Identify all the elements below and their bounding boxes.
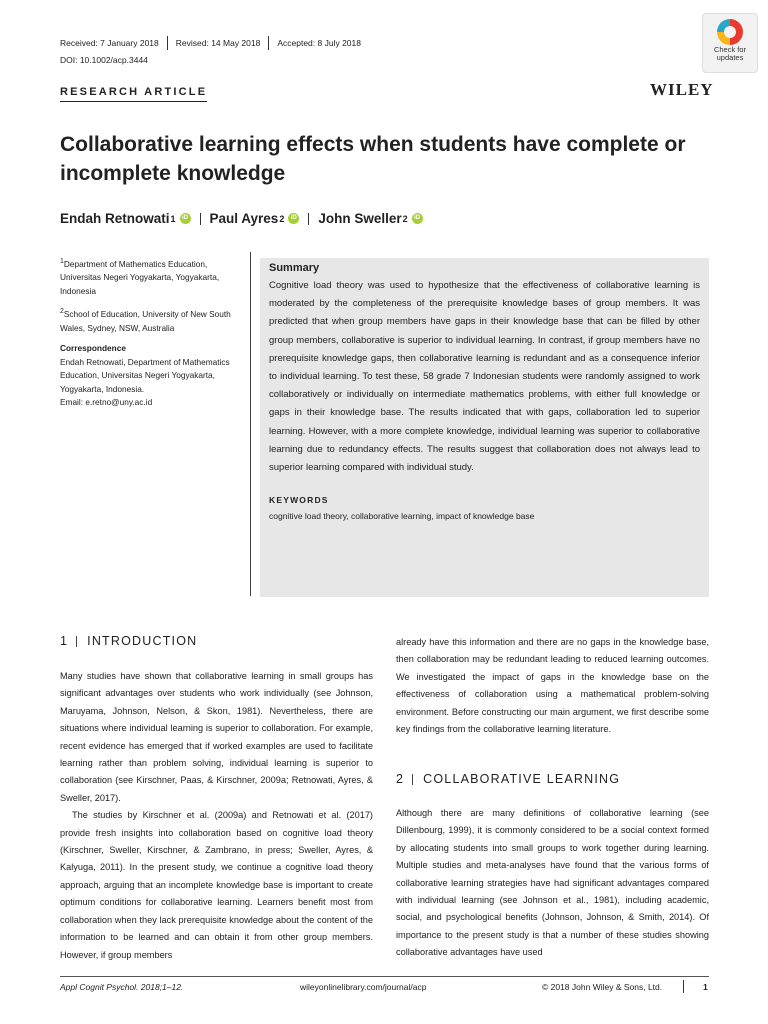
keywords-heading: KEYWORDS	[269, 495, 329, 506]
correspondence-text: Endah Retnowati, Department of Mathematics Education, Universitas Negeri Yogyakarta, Yogyakarta, Indonesia.	[60, 356, 230, 394]
author-name: Paul Ayres	[209, 211, 279, 226]
check-for-updates-button[interactable]	[702, 13, 758, 73]
summary-body: Cognitive load theory was used to hypothesize that the effectiveness of collaborative learning is moderated by the completeness of the prerequisite knowledge bases of group members. It was predicted that when group members have gaps in their knowledge base that can be filled by other group members, collaborative is superior to individual learning. In contrast, if group members have no prerequisite knowledge gaps, then collaborative learning is redundant and as a consequence inferior to individual learning. To test these, 58 grade 7 Indonesian students were randomly assigned to work collaboratively or individually on intermediate mathematics problems, with either full knowledge or gaps in their knowledge base. The results indicated that with gaps, collaboration led to superior learning. However, with a more complete knowledge, individual learning was superior to collaborative learning due to redundancy effects. The results suggest that collaboration does not always lead to superior learning compared with individual study.	[269, 280, 700, 474]
right-column-text-top	[396, 634, 709, 738]
author-1[interactable]	[60, 211, 191, 226]
author-separator	[308, 213, 309, 225]
left-column-text	[60, 668, 373, 964]
doi[interactable]: DOI: 10.1002/acp.3444	[60, 55, 148, 65]
author-affil-sup: 1	[170, 213, 176, 224]
affil-sup: 2	[60, 308, 64, 316]
footer-rule	[60, 976, 709, 977]
author-affil-sup: 2	[279, 213, 285, 224]
affiliation-text: Department of Mathematics Education, Universitas Negeri Yogyakarta, Yogyakarta, Indonesia	[60, 258, 220, 296]
orcid-icon[interactable]: iD	[412, 213, 423, 224]
section-number: 2	[396, 772, 405, 786]
section-title: COLLABORATIVE LEARNING	[423, 772, 621, 786]
badge-label-line2: updates	[716, 53, 744, 62]
right-column-text-bottom	[396, 805, 709, 962]
paragraph: Although there are many definitions of collaborative learning (see Dillenbourg, 1999), it is commonly considered to be a social context formed by allocating students into small groups to work together during learning. Multiple studies and meta-analyses have found that the various forms of collaborative learning strategies have had significant advantages compared with individual learning (see Johnson et al., 1981), including academic, social, and psychological benefits (Johnson, Johnson, & Smith, 2014). Of importance to the present study is that a number of these studies showing collaborative advantages have used	[396, 808, 709, 958]
author-name: Endah Retnowati	[60, 211, 170, 226]
accepted-date: Accepted: 8 July 2018	[277, 38, 361, 48]
author-3[interactable]	[318, 211, 422, 226]
journal-citation: Appl Cognit Psychol. 2018;1–12.	[60, 982, 184, 992]
author-separator	[200, 213, 201, 225]
section-heading-introduction	[60, 634, 197, 648]
affiliation-2	[60, 305, 246, 335]
affiliation-1	[60, 255, 246, 298]
affiliations	[60, 255, 246, 417]
affil-sup: 1	[60, 258, 64, 265]
paragraph: Many studies have shown that collaborative learning in small groups has significant advantages over students who work individually (see Johnson, Maruyama, Johnson, Nelson, & Skon, 1981). Nevertheless, there are situations where individual learning is superior to collaboration. For example, recent evidence has emerged that if worked examples are used to facilitate learning rather than problem solving, individual learning is superior to collaboration (see Kirschner, Paas, & Kirschner, 2009a; Retnowati, Ayres, & Sweller, 2017).	[60, 671, 373, 803]
paragraph: already have this information and there are no gaps in the knowledge base, then collaboration may be redundant leading to reduced learning outcomes. We investigated the impact of gaps in the knowledge base on the effectiveness of collaboration using a mathematical problem-solving environment. Before constructing our main argument, we first describe some key findings from the collaborative learning literature.	[396, 637, 709, 735]
paragraph: The studies by Kirschner et al. (2009a) and Retnowati et al. (2017) provide fresh insights into collaboration based on cognitive load theory (Kirschner, Sweller, Kirschner, & Zambrano, in press; Sweller, Ayres, & Kalyuga, 2011). In the present study, we continue a cognitive load theory approach, arguing that an incomplete knowledge base is important to create optimum conditions for collaborative learning. Learners benefit most from collaboration when they lack prerequisite knowledge about the content of the information to be learned and can obtain it from other group members. However, if group members	[60, 810, 373, 960]
section-title: INTRODUCTION	[87, 634, 198, 648]
badge-label-line1: Check for	[713, 45, 747, 54]
author-name: John Sweller	[318, 211, 402, 226]
correspondence-heading: Correspondence	[60, 343, 126, 354]
section-number: 1	[60, 634, 69, 648]
article-type-label: RESEARCH ARTICLE	[60, 86, 207, 102]
heading-divider	[412, 774, 413, 785]
page-number: 1	[703, 982, 708, 992]
orcid-icon[interactable]: iD	[180, 213, 191, 224]
keywords: cognitive load theory, collaborative learning, impact of knowledge base	[269, 511, 535, 522]
column-divider	[250, 252, 251, 596]
author-list	[60, 211, 423, 226]
summary-box	[260, 258, 709, 597]
publisher-logo: WILEY	[650, 80, 714, 99]
journal-url[interactable]: wileyonlinelibrary.com/journal/acp	[300, 982, 427, 992]
author-2[interactable]	[210, 211, 300, 226]
author-affil-sup: 2	[402, 213, 408, 224]
footer-divider	[683, 980, 684, 993]
affiliation-text: School of Education, University of New South Wales, Sydney, NSW, Australia	[60, 309, 231, 333]
section-heading-collaborative-learning	[396, 772, 620, 786]
article-title: Collaborative learning effects when students have complete or incomplete knowledge	[60, 133, 686, 185]
received-date: Received: 7 January 2018	[60, 36, 168, 50]
article-dates	[60, 36, 369, 50]
heading-divider	[76, 636, 77, 647]
correspondence-email[interactable]: Email: e.retno@uny.ac.id	[60, 397, 153, 408]
revised-date: Revised: 14 May 2018	[168, 36, 270, 50]
orcid-icon[interactable]: iD	[288, 213, 299, 224]
crossmark-icon	[717, 19, 743, 45]
copyright: © 2018 John Wiley & Sons, Ltd.	[542, 982, 663, 992]
summary-heading: Summary	[269, 262, 320, 274]
